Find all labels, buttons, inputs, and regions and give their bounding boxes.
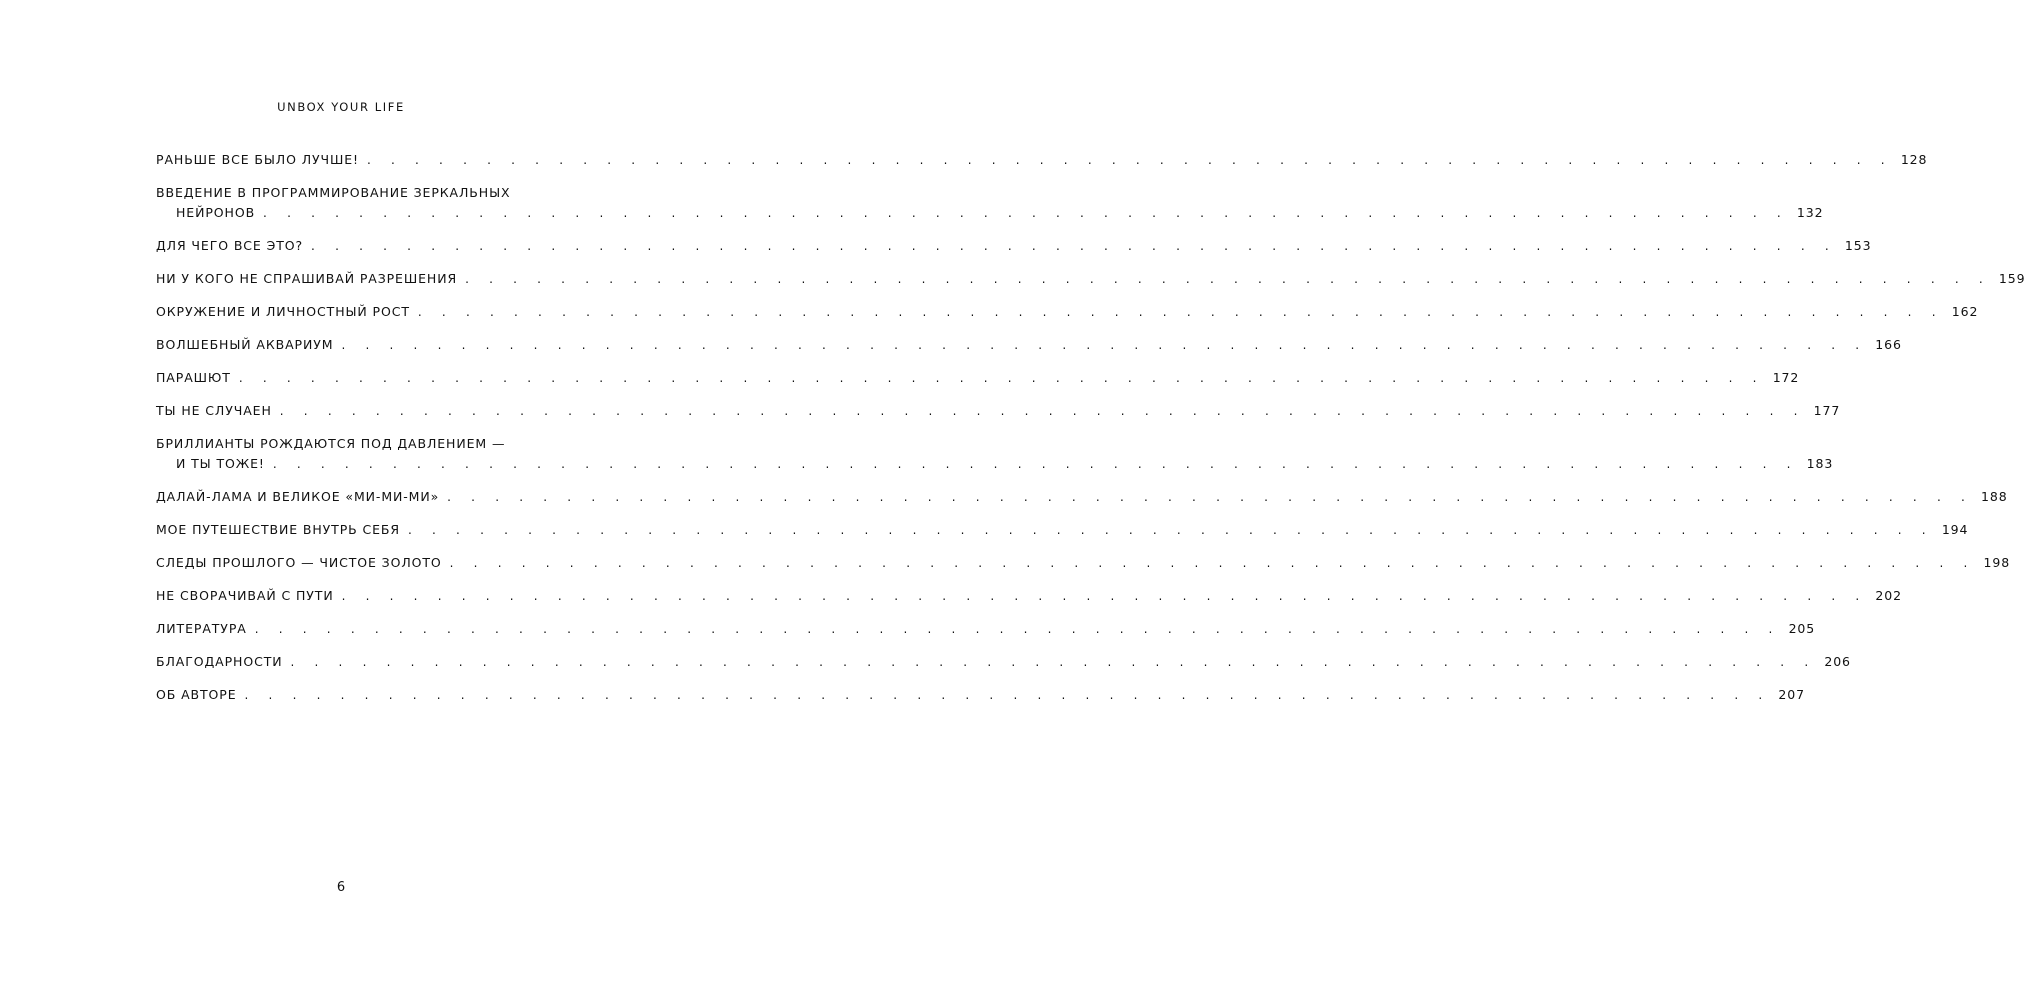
toc-entry-title: МОЕ ПУТЕШЕСТВИЕ ВНУТРЬ СЕБЯ (156, 522, 400, 537)
dot-leader: . . . . . . . . . . . . . . . . . . . . . . . . . . . . . . . . . . . . . . . . . . . . . . . . . . . . . . . . . . . . . . . . (290, 655, 1817, 669)
toc-entry (156, 487, 2008, 507)
toc-entry-page: 128 (1900, 152, 1928, 167)
dot-leader: . . . . . . . . . . . . . . . . . . . . . . . . . . . . . . . . . . . . . . . . . . . . . . . . . . . . . . . . . . . . . . . . (238, 371, 1765, 385)
toc-entry-page: 202 (1875, 588, 1902, 603)
toc-entry-title: ДЛЯ ЧЕГО ВСЕ ЭТО? (156, 238, 304, 253)
toc-entry (156, 586, 1902, 606)
dot-leader: . . . . . . . . . . . . . . . . . . . . . . . . . . . . . . . . . . . . . . . . . . . . . . . . . . . . . . . . . . . . . . . . (417, 305, 1944, 319)
dot-leader: . . . . . . . . . . . . . . . . . . . . . . . . . . . . . . . . . . . . . . . . . . . . . . . . . . . . . . . . . . . . . . . . (263, 206, 1789, 220)
toc-entry (156, 236, 1872, 256)
toc-entry (156, 652, 1851, 672)
toc-entry-page: 177 (1813, 403, 1841, 418)
toc-entry-title: БРИЛЛИАНТЫ РОЖДАЮТСЯ ПОД ДАВЛЕНИЕМ — (156, 436, 506, 451)
toc-entry (156, 183, 1824, 223)
dot-leader: . . . . . . . . . . . . . . . . . . . . . . . . . . . . . . . . . . . . . . . . . . . . . . . . . . . . . . . . . . . . . . . . (341, 589, 1868, 603)
toc-entry-title: ДАЛАЙ-ЛАМА И ВЕЛИКОЕ «МИ-МИ-МИ» (156, 489, 440, 504)
table-of-contents (156, 150, 2025, 718)
toc-entry-page: 198 (1983, 555, 2011, 570)
toc-entry (156, 335, 1902, 355)
dot-leader: . . . . . . . . . . . . . . . . . . . . . . . . . . . . . . . . . . . . . . . . . . . . . . . . . . . . . . . . . . . . . . . . (407, 523, 1934, 537)
toc-entry-title: ВОЛШЕБНЫЙ АКВАРИУМ (156, 337, 334, 352)
toc-entry (156, 685, 1805, 705)
dot-leader: . . . . . . . . . . . . . . . . . . . . . . . . . . . . . . . . . . . . . . . . . . . . . . . . . . . . . . . . . . . . . . . . (311, 239, 1837, 253)
toc-entry (156, 434, 1834, 474)
toc-entry (156, 619, 1816, 639)
toc-entry-title: ТЫ НЕ СЛУЧАЕН (156, 403, 272, 418)
toc-entry (156, 302, 1979, 322)
toc-entry-page: 206 (1824, 654, 1851, 669)
toc-entry (156, 553, 2011, 573)
toc-entry-page: 183 (1806, 456, 1834, 471)
toc-entry-page: 162 (1951, 304, 1979, 319)
toc-entry-title: ЛИТЕРАТУРА (156, 621, 247, 636)
toc-entry-title-continued: И ТЫ ТОЖЕ! (176, 456, 265, 471)
dot-leader: . . . . . . . . . . . . . . . . . . . . . . . . . . . . . . . . . . . . . . . . . . . . . . . . . . . . . . . . . . . . . . . . (366, 153, 1893, 167)
toc-entry (156, 520, 1969, 540)
page-number: 6 (336, 880, 346, 895)
toc-entry-page: 132 (1796, 205, 1824, 220)
toc-entry-page: 194 (1941, 522, 1969, 537)
toc-entry-title: СЛЕДЫ ПРОШЛОГО — ЧИСТОЕ ЗОЛОТО (156, 555, 442, 570)
dot-leader: . . . . . . . . . . . . . . . . . . . . . . . . . . . . . . . . . . . . . . . . . . . . . . . . . . . . . . . . . . . . . . . . (254, 622, 1781, 636)
toc-entry-page: 188 (1981, 489, 2008, 504)
toc-entry-page: 172 (1772, 370, 1800, 385)
toc-entry-title: ОБ АВТОРЕ (156, 687, 237, 702)
toc-entry-title: ВВЕДЕНИЕ В ПРОГРАММИРОВАНИЕ ЗЕРКАЛЬНЫХ (156, 185, 511, 200)
toc-entry-page: 159 (1998, 271, 2025, 286)
toc-entry (156, 150, 1928, 170)
toc-entry-title: НИ У КОГО НЕ СПРАШИВАЙ РАЗРЕШЕНИЯ (156, 271, 458, 286)
toc-entry (156, 368, 1800, 388)
dot-leader: . . . . . . . . . . . . . . . . . . . . . . . . . . . . . . . . . . . . . . . . . . . . . . . . . . . . . . . . . . . . . . . . (279, 404, 1806, 418)
toc-entry-title: ПАРАШЮТ (156, 370, 231, 385)
dot-leader: . . . . . . . . . . . . . . . . . . . . . . . . . . . . . . . . . . . . . . . . . . . . . . . . . . . . . . . . . . . . . . . . (341, 338, 1868, 352)
toc-entry-title: НЕ СВОРАЧИВАЙ С ПУТИ (156, 588, 334, 603)
dot-leader: . . . . . . . . . . . . . . . . . . . . . . . . . . . . . . . . . . . . . . . . . . . . . . . . . . . . . . . . . . . . . . . . (272, 457, 1799, 471)
toc-entry-title: БЛАГОДАРНОСТИ (156, 654, 283, 669)
toc-entry-page: 207 (1778, 687, 1805, 702)
dot-leader: . . . . . . . . . . . . . . . . . . . . . . . . . . . . . . . . . . . . . . . . . . . . . . . . . . . . . . . . . . . . . . . . (449, 556, 1976, 570)
toc-entry-page: 205 (1788, 621, 1816, 636)
toc-entry (156, 269, 2025, 289)
dot-leader: . . . . . . . . . . . . . . . . . . . . . . . . . . . . . . . . . . . . . . . . . . . . . . . . . . . . . . . . . . . . . . . . (244, 688, 1771, 702)
dot-leader: . . . . . . . . . . . . . . . . . . . . . . . . . . . . . . . . . . . . . . . . . . . . . . . . . . . . . . . . . . . . . . . . (465, 272, 1991, 286)
dot-leader: . . . . . . . . . . . . . . . . . . . . . . . . . . . . . . . . . . . . . . . . . . . . . . . . . . . . . . . . . . . . . . . . (447, 490, 1973, 504)
toc-entry-title: ОКРУЖЕНИЕ И ЛИЧНОСТНЫЙ РОСТ (156, 304, 410, 319)
toc-entry-title: РАНЬШЕ ВСЕ БЫЛО ЛУЧШЕ! (156, 152, 359, 167)
toc-entry-page: 153 (1844, 238, 1872, 253)
toc-entry-title-continued: НЕЙРОНОВ (176, 205, 256, 220)
toc-entry-page: 166 (1875, 337, 1902, 352)
running-head: UNBOX YOUR LIFE (277, 100, 405, 114)
toc-entry (156, 401, 1841, 421)
